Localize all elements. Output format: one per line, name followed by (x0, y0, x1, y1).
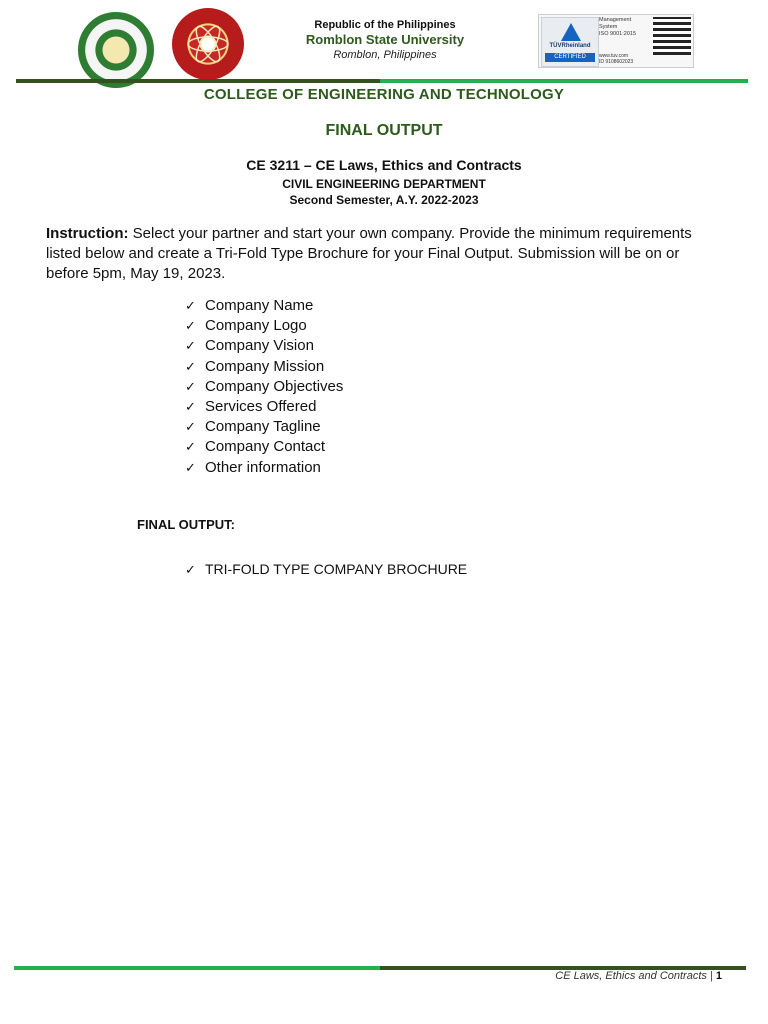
check-icon: ✓ (185, 378, 196, 394)
semester-label: Second Semester, A.Y. 2022-2023 (289, 193, 479, 207)
check-icon: ✓ (185, 298, 196, 313)
list-item (185, 417, 343, 437)
check-icon: ✓ (185, 419, 196, 435)
final-output-heading: FINAL OUTPUT: (137, 517, 235, 532)
cert-line-3: ISO 9001:2015 (599, 31, 637, 37)
footer-divider-green (14, 966, 380, 970)
requirement-label: Company Name (205, 297, 314, 314)
department-name: CIVIL ENGINEERING DEPARTMENT (282, 177, 486, 191)
header-divider-green (380, 79, 748, 83)
final-output-text: TRI-FOLD TYPE COMPANY BROCHURE (205, 561, 468, 577)
requirement-label: Company Objectives (205, 377, 344, 395)
requirement-label: Company Vision (205, 337, 314, 355)
list-item (185, 357, 343, 377)
requirement-label: Services Offered (205, 397, 317, 415)
qr-code-icon (653, 17, 691, 55)
tuv-logo (541, 17, 599, 67)
list-item (185, 336, 343, 356)
check-icon: ✓ (185, 439, 196, 455)
page-number: 1 (715, 970, 722, 982)
check-icon: ✓ (185, 398, 196, 414)
cert-url: www.tuv.com (599, 53, 629, 59)
republic-label: Republic of the Philippines (314, 19, 456, 31)
instruction-paragraph (46, 224, 726, 284)
check-icon: ✓ (185, 338, 196, 354)
university-location: Romblon, Philippines (333, 49, 437, 61)
tuv-triangle-icon (561, 23, 581, 41)
header-text (230, 18, 540, 62)
cert-line-2: System (599, 24, 618, 30)
cert-number: ID 9108602023 (599, 59, 634, 65)
requirement-label: Company Contact (205, 438, 326, 456)
cert-text (599, 17, 649, 38)
list-item (185, 316, 343, 336)
instruction-text: Select your partner and start your own company. Provide the minimum requirements listed below and create a Tri-Fold Type Brochure for your Final Output. Submission will be on or before 5pm, May 19, 2023. (46, 225, 692, 282)
course-title: CE 3211 – CE Laws, Ethics and Contracts (246, 157, 522, 173)
final-output-item (185, 561, 467, 578)
list-item (185, 296, 343, 316)
requirement-label: Company Tagline (205, 418, 321, 436)
instruction-label: Instruction: (46, 225, 129, 242)
page-footer (555, 970, 722, 982)
university-seal-icon (78, 12, 154, 88)
college-name: COLLEGE OF ENGINEERING AND TECHNOLOGY (203, 86, 565, 103)
check-icon: ✓ (185, 318, 196, 334)
cert-id (599, 53, 689, 65)
list-item (185, 458, 343, 478)
list-item (185, 437, 343, 457)
check-icon: ✓ (185, 562, 196, 577)
tuv-certified-label: CERTIFIED (545, 53, 595, 62)
requirements-list (185, 296, 343, 478)
requirement-label: Other information (205, 458, 321, 476)
list-item (185, 397, 343, 417)
requirement-label: Company Logo (205, 317, 307, 335)
cert-line-1: Management (599, 17, 632, 23)
check-icon: ✓ (185, 358, 196, 374)
tuv-brand: TÜVRheinland (549, 43, 591, 49)
list-item (185, 377, 343, 397)
footer-course-name: CE Laws, Ethics and Contracts (555, 970, 707, 982)
certification-badge (538, 14, 694, 68)
requirement-label: Company Mission (205, 357, 325, 375)
footer-separator: | (709, 970, 713, 982)
page-title: FINAL OUTPUT (325, 122, 443, 139)
university-name: Romblon State University (305, 32, 465, 47)
header-divider-dark (16, 79, 380, 83)
check-icon: ✓ (185, 459, 196, 475)
